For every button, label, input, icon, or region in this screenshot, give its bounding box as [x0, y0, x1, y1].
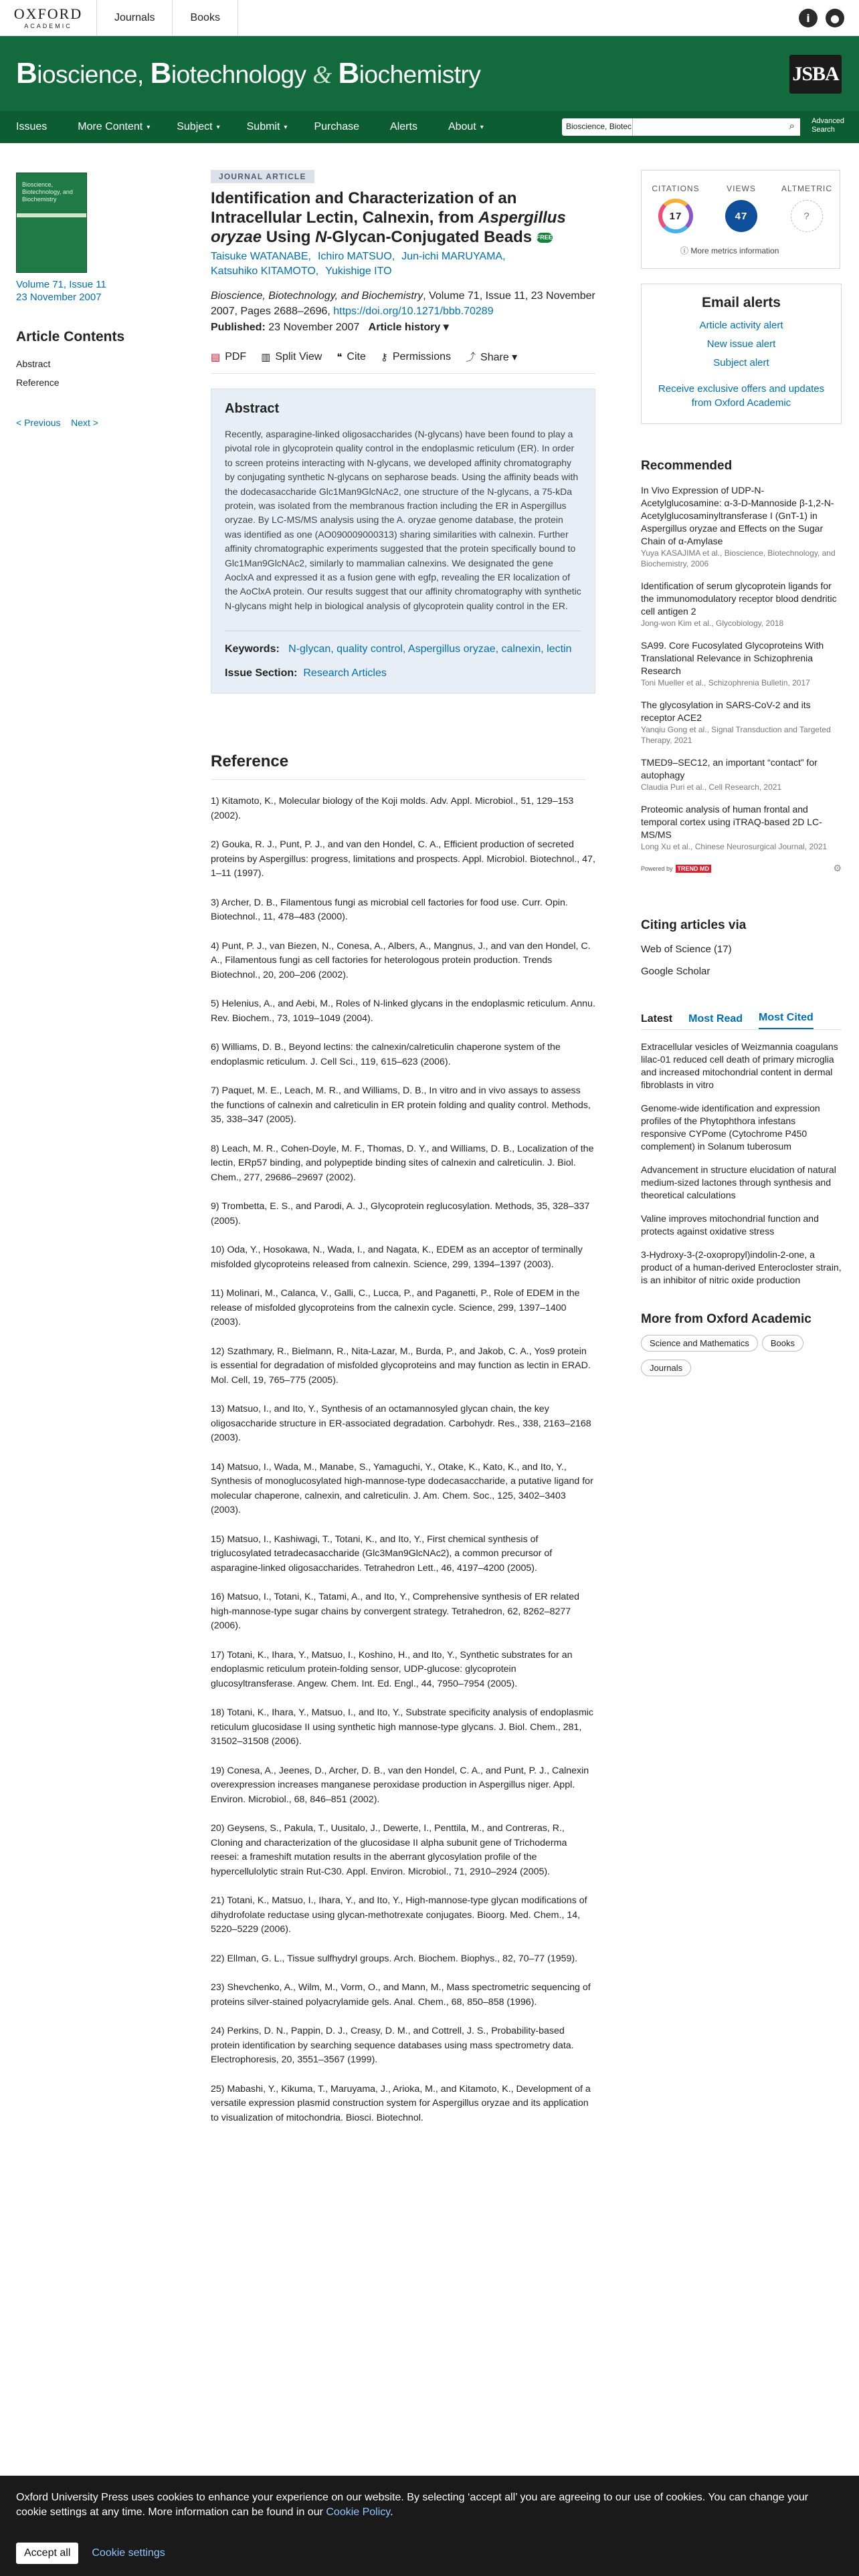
gear-icon[interactable]: ⚙	[833, 863, 842, 873]
citing-heading: Citing articles via	[641, 918, 747, 932]
nav-alerts[interactable]: Alerts	[390, 121, 417, 132]
latest-item[interactable]: Advancement in structure elucidation of natural medium-sized lactones through synthesis and theoretical calculations	[641, 1164, 836, 1200]
logo-word: OXFORD	[13, 5, 83, 22]
article-main	[211, 170, 595, 2125]
journals-link[interactable]: Journals	[96, 0, 172, 36]
pdf-button[interactable]: ▤ PDF	[211, 350, 247, 363]
cookie-text: Oxford University Press uses cookies to enhance your experience on our website. By selecting ‘accept all’ you are agreeing to our use of cookies. You can change your cookie settings at any time. More information can be found in our Cookie Policy.	[16, 2492, 809, 2518]
latest-item[interactable]: Extracellular vesicles of Weizmannia coagulans lilac-01 reduced cell death of primary microglia and increased mitochondrial content in dermal fibroblasts in vitro	[641, 1041, 838, 1090]
reference-item: 3) Archer, D. B., Filamentous fungi as microbial cell factories for food use. Curr. Opin. Biotechnol., 11, 478–483 (2000).	[211, 897, 568, 923]
key-icon: ⚷	[380, 351, 388, 363]
keyword-link[interactable]: Aspergillus oryzae,	[407, 643, 499, 655]
latest-item[interactable]: Genome-wide identification and expression profiles of the Phytophthora infestans responsive CYPome (Cytochrome P450 complement) in Solanum tuberosum	[641, 1103, 820, 1152]
issue-link[interactable]: Volume 71, Issue 11 23 November 2007	[16, 279, 106, 303]
nav-more-content[interactable]: More Content ▾	[78, 121, 151, 132]
jsba-logo: JSBA	[789, 55, 842, 94]
reference-item: 12) Szathmary, R., Bielmann, R., Nita-Lazar, M., Burda, P., and Jakob, C. A., Yos9 protein is essential for degradation of misfolded glycoproteins and may function as lectin in ERAD. Mol. Cell, 19, 765–775 (2005).	[211, 1346, 591, 1386]
chevron-down-icon: ▾	[480, 123, 484, 131]
subject-alert-link[interactable]: Subject alert	[713, 357, 769, 368]
tab-latest[interactable]: Latest	[641, 1013, 673, 1025]
reference-item: 20) Geysens, S., Pakula, T., Uusitalo, J., Dewerte, I., Penttila, M., and Contreras, R., Cloning and characterization of the glucosidase II alpha subunit gene of Trichoderma reesei: a frameshift mutation results in the aberrant glycosylation profile of the hypercellulolytic strain Rut-C30. Appl. Environ. Microbiol., 71, 2910–2924 (2005).	[211, 1823, 567, 1877]
author-list	[211, 249, 595, 279]
latest-item[interactable]: 3-Hydroxy-3-(2-oxopropyl)indolin-2-one, a product of a human-derived Enterocloster strain, is an inhibitor of nitric oxide production	[641, 1249, 842, 1285]
altmetric-metric[interactable]: ALTMETRIC ?	[777, 184, 837, 232]
article-toolbar	[211, 350, 595, 374]
reference-item: 25) Mabashi, Y., Kikuma, T., Maruyama, J., Arioka, M., and Kitamoto, K., Development of a versatile expression plasmid construction system for Aspergillus oryzae and its application to visualization of mitochondria. Biosci. Biotechnol.	[211, 2083, 591, 2123]
trendmd-logo[interactable]: TREND MD	[676, 865, 712, 873]
reference-list	[211, 794, 595, 2125]
altmetric-badge: ?	[791, 200, 823, 232]
reference-item: 6) Williams, D. B., Beyond lectins: the calnexin/calreticulin chaperone system of the endoplasmic reticulum. J. Cell Sci., 119, 615–623 (2006).	[211, 1042, 561, 1067]
share-icon: ⤴	[466, 352, 476, 363]
recommended-heading: Recommended	[641, 459, 733, 473]
reference-item: 7) Paquet, M. E., Leach, M. R., and Williams, D. B., In vitro and in vivo assays to assess the functions of calnexin and calreticulin in ER protein folding and quality control. Methods, 35, 338–347 (2005).	[211, 1085, 591, 1125]
share-button[interactable]: ⤴ Share ▾	[466, 350, 517, 364]
split-view-button[interactable]: ▥ Split View	[261, 350, 322, 363]
reference-item: 13) Matsuo, I., and Ito, Y., Synthesis of an octamannosyled glycan chain, the key oligosaccharide structure in ER-associated degradation. Carbohydr. Res., 338, 2163–2168 (2003).	[211, 1404, 591, 1444]
right-sidebar	[641, 170, 842, 1376]
abstract-heading: Abstract	[225, 401, 280, 416]
web-of-science-link[interactable]: Web of Science (17)	[641, 944, 732, 955]
reference-item: 2) Gouka, R. J., Punt, P. J., and van den Hondel, C. A., Efficient production of secreted proteins by Aspergillus: progress, limitations and prospects. Appl. Microbiol. Biotechnol., 47, 1–11 (1997).	[211, 839, 595, 879]
recommended-section	[641, 459, 842, 874]
pdf-icon: ▤	[211, 351, 221, 363]
next-link[interactable]: Next >	[71, 417, 98, 428]
cookie-policy-link[interactable]: Cookie Policy	[326, 2506, 391, 2518]
logo-sub: ACADEMIC	[24, 22, 72, 29]
author-link[interactable]: Jun-ichi MARUYAMA,	[401, 251, 506, 262]
journal-banner	[0, 36, 859, 111]
google-scholar-link[interactable]: Google Scholar	[641, 966, 710, 977]
left-sidebar	[16, 173, 136, 428]
issue-section-link[interactable]: Research Articles	[303, 667, 387, 679]
science-maths-pill[interactable]: Science and Mathematics	[641, 1335, 758, 1352]
citations-metric[interactable]: CITATIONS 17	[646, 184, 706, 233]
recommended-item[interactable]: In Vivo Expression of UDP-N-Acetylglucosamine: α-3-D-Mannoside β-1,2-N-Acetylglucosaminyltransferase I (GnT-1) in Aspergillus oryzae and Effects on the Sugar Chain of α-Amylase Yuya KASAJIMA et al., Bioscience, Biotechnology, and Biochemistry, 2006	[641, 485, 836, 568]
article-title: Identification and Characterization of an Intracellular Lectin, Calnexin, from Aspergillus oryzae Using N-Glycan-Conjugated Beads FREE	[211, 189, 566, 246]
reference-item: 24) Perkins, D. N., Pappin, D. J., Creasy, D. M., and Cottrell, J. S., Probability-based protein identification by searching sequence databases using mass spectrometry data. Electrophoresis, 20, 3551–3567 (1999).	[211, 2026, 574, 2066]
free-access-badge: FREE	[537, 233, 553, 243]
search-icon[interactable]: ⌕	[789, 120, 795, 132]
keyword-link[interactable]: N-glycan,	[288, 643, 334, 655]
reference-heading: Reference	[211, 752, 585, 780]
nav-about[interactable]: About ▾	[448, 121, 484, 132]
chevron-down-icon: ▾	[284, 123, 288, 131]
issue-cover[interactable]	[16, 173, 87, 273]
abstract-text: Recently, asparagine-linked oligosaccharides (N-glycans) have been found to play a pivotal role in glycoprotein quality control in the endoplasmic reticulum (ER). In order to screen proteins interacting with N-glycans, we developed affinity chromatography by conjugating synthetic N-glycans on sepharose beads. Using the affinity beads with the dodecasaccharide Glc1Man9GlcNAc2, one structure of the N-glycans, a 75-kDa protein, was isolated from the membranous fraction including the ER in Aspergillus oryzae. By LC-MS/MS analysis using the A. oryzae genome database, the protein was identified as one (AO090009000313) sharing similarities with calnexin. Further affinity chromatographic experiments suggested that the protein specifically bound to Glc1Man9GlcNAc2, similarly to mammalian calnexins. We designated the gene AoclxA and expressed it as a fusion gene with egfp, revealing the ER localization of the AoClxA protein. Our results suggest that our affinity chromatography with synthetic N-glycans might help in biological analysis of glycoprotein quality control in the ER.	[225, 429, 581, 611]
nav-subject[interactable]: Subject ▾	[177, 121, 220, 132]
email-alerts	[641, 284, 842, 424]
user-icon[interactable]: ●	[826, 9, 844, 27]
recommended-item[interactable]: TMED9–SEC12, an important “contact” for autophagy Claudia Puri et al., Cell Research, 2021	[641, 757, 818, 792]
info-icon: ⓘ	[680, 246, 689, 255]
chevron-down-icon: ▾	[147, 123, 151, 131]
site-header	[0, 0, 859, 36]
reference-item: 17) Totani, K., Ihara, Y., Matsuo, I., Koshino, H., and Ito, Y., Synthetic substrates for an endoplasmic reticulum protein-folding sensor, UDP-glucose: glycoprotein glucosyltransferase. Angew. Chem. Int. Ed. Engl., 44, 7950–7954 (2005).	[211, 1649, 573, 1689]
more-from-oxford-heading: More from Oxford Academic	[641, 1312, 812, 1326]
journal-nav	[0, 111, 859, 143]
keywords: Keywords: N-glycan, quality control, Aspergillus oryzae, calnexin, lectin	[225, 631, 581, 657]
latest-item[interactable]: Valine improves mitochondrial function and protects against oxidative stress	[641, 1213, 819, 1237]
offers-link[interactable]: Receive exclusive offers and updates from Oxford Academic	[658, 383, 825, 409]
prev-next	[16, 417, 136, 428]
search-input[interactable]	[633, 118, 800, 136]
recommended-item[interactable]: Identification of serum glycoprotein ligands for the immunomodulatory receptor blood dendritic cell antigen 2 Jong-won Kim et al., Glycobiology, 2018	[641, 580, 837, 628]
powered-by-trendmd: Powered by TREND MD ⚙	[641, 863, 842, 873]
reference-item: 4) Punt, P. J., van Biezen, N., Conesa, A., Albers, A., Mangnus, J., and van den Hondel, C. A., Filamentous fungi as cell factories for heterologous protein production. Trends Biotechnol., 20, 200–206 (2002).	[211, 940, 591, 980]
tab-most-read[interactable]: Most Read	[688, 1013, 743, 1025]
article-type-badge: JOURNAL ARTICLE	[211, 170, 314, 183]
reference-item: 18) Totani, K., Ihara, Y., Matsuo, I., and Ito, Y., Substrate specificity analysis of endoplasmic reticulum glucosidase II using synthetic high mannose-type glycans. J. Biol. Chem., 281, 31502–31508 (2006).	[211, 1707, 594, 1747]
cookie-settings-link[interactable]: Cookie settings	[92, 2547, 165, 2559]
reference-item: 10) Oda, Y., Hosokawa, N., Wada, I., and Nagata, K., EDEM as an acceptor of terminally misfolded glycoproteins released from calnexin. Science, 299, 1394–1397 (2003).	[211, 1245, 583, 1270]
author-link[interactable]: Taisuke WATANABE,	[211, 251, 311, 262]
reference-item: 22) Ellman, G. L., Tissue sulfhydryl groups. Arch. Biochem. Biophys., 82, 70–77 (1959).	[211, 1953, 578, 1964]
search-scope-select[interactable]: Bioscience, Biotec	[562, 118, 633, 136]
reference-item: 19) Conesa, A., Jeenes, D., Archer, D. B., van den Hondel, C. A., and Punt, P. J., Calnexin overexpression increases manganese peroxidase production in Aspergillus niger. Appl. Environ. Microbiol., 68, 846–851 (2002).	[211, 1765, 589, 1805]
reference-item: 9) Trombetta, E. S., and Parodi, A. J., Glycoprotein reglucosylation. Methods, 35, 328–337 (2005).	[211, 1201, 590, 1226]
contents-reference-link[interactable]: Reference	[16, 377, 60, 388]
reference-item: 21) Totani, K., Matsuo, I., Ihara, Y., and Ito, Y., High-mannose-type glycan modifications of dihydrofolate reductase using glycan-methotrexate conjugates. Bioorg. Med. Chem., 14, 5220–5229 (2006).	[211, 1895, 587, 1935]
cite-button[interactable]: ❝ Cite	[337, 350, 366, 363]
latest-list	[641, 1041, 842, 1287]
abstract-section	[211, 389, 595, 693]
citations-ring: 17	[658, 199, 693, 233]
recommended-item[interactable]: Proteomic analysis of human frontal and temporal cortex using iTRAQ-based 2D LC-MS/MS Long Xu et al., Chinese Neurosurgical Journal, 2021	[641, 804, 828, 851]
top-nav	[96, 0, 238, 36]
author-link[interactable]: Katsuhiko KITAMOTO,	[211, 265, 319, 277]
reference-item: 11) Molinari, M., Calanca, V., Galli, C., Lucca, P., and Paganetti, P., Role of EDEM in the release of misfolded glycoproteins from the calnexin cycle. Science, 299, 1397–1400 (2003).	[211, 1288, 580, 1328]
info-icon[interactable]: i	[799, 9, 818, 27]
published-line: Published: 23 November 2007 Article history ▾	[211, 322, 449, 333]
permissions-button[interactable]: ⚷ Permissions	[380, 350, 452, 363]
reference-item: 1) Kitamoto, K., Molecular biology of the Koji molds. Adv. Appl. Microbiol., 51, 129–153 (2002).	[211, 796, 574, 821]
issue-section: Issue Section: Research Articles	[225, 667, 387, 679]
cookie-banner	[0, 2476, 859, 2576]
citing-articles	[641, 918, 842, 977]
journal-title[interactable]: Bioscience, Biotechnology & Biochemistry	[16, 57, 481, 90]
keyword-link[interactable]: lectin	[547, 643, 572, 655]
recommended-item[interactable]: SA99. Core Fucosylated Glycoproteins With Translational Relevance in Schizophrenia Research Toni Mueller et al., Schizophrenia Bulletin, 2017	[641, 640, 824, 687]
keyword-link[interactable]: calnexin,	[501, 643, 544, 655]
cover-title: Bioscience, Biotechnology, and Biochemistry	[22, 181, 73, 203]
author-link[interactable]: Yukishige ITO	[325, 265, 392, 277]
chevron-down-icon: ▾	[216, 123, 220, 131]
latest-tabs	[641, 1012, 842, 1030]
author-link[interactable]: Ichiro MATSUO,	[317, 251, 395, 262]
reference-item: 8) Leach, M. R., Cohen-Doyle, M. F., Thomas, D. Y., and Williams, D. B., Localization of the lectin, ERp57 binding, and polypeptide binding sites of calnexin and calreticulin. J. Biol. Chem., 277, 29686–29697 (2002).	[211, 1143, 594, 1183]
views-badge: 47	[725, 200, 757, 232]
article-contents-list	[16, 354, 136, 392]
oxford-academic-logo[interactable]	[13, 5, 83, 29]
advanced-search-link[interactable]: Advanced Search	[812, 117, 844, 134]
reference-item: 16) Matsuo, I., Totani, K., Tatami, A., and Ito, Y., Comprehensive synthesis of ER related high-mannose-type sugar chains by convergent strategy. Tetrahedron, 62, 8262–8277 (2006).	[211, 1592, 579, 1632]
previous-link[interactable]: < Previous	[16, 417, 61, 428]
more-from-oxford	[641, 1312, 842, 1376]
citation-line: Bioscience, Biotechnology, and Biochemistry, Volume 71, Issue 11, 23 November 2007, Pages 2688–2696, https://doi.org/10.1271/bbb.70289	[211, 290, 595, 317]
split-view-icon: ▥	[261, 351, 271, 363]
accept-all-button[interactable]: Accept all	[16, 2543, 78, 2564]
reference-item: 14) Matsuo, I., Wada, M., Manabe, S., Yamaguchi, Y., Otake, K., Kato, K., and Ito, Y., Synthesis of monoglucosylated high-mannose-type dodecasaccharide, a putative ligand for molecular chaperone, calnexin, and calreticulin. J. Am. Chem. Soc., 125, 3402–3403 (2003).	[211, 1461, 593, 1516]
keyword-link[interactable]: quality control,	[337, 643, 406, 655]
reference-item: 23) Shevchenko, A., Wilm, M., Vorm, O., and Mann, M., Mass spectrometric sequencing of proteins silver-stained polyacrylamide gels. Anal. Chem., 68, 850–858 (1996).	[211, 1982, 591, 2008]
quote-icon: ❝	[337, 351, 343, 363]
books-pill[interactable]: Books	[762, 1335, 803, 1352]
new-issue-alert-link[interactable]: New issue alert	[706, 338, 776, 350]
article-contents-heading: Article Contents	[16, 329, 125, 344]
email-alerts-heading: Email alerts	[702, 295, 781, 310]
views-metric[interactable]: VIEWS 47	[711, 184, 771, 232]
cover-stripe	[17, 213, 86, 217]
nav-submit[interactable]: Submit ▾	[246, 121, 288, 132]
books-link[interactable]: Books	[172, 0, 237, 36]
article-activity-alert-link[interactable]: Article activity alert	[699, 320, 783, 331]
tab-most-cited[interactable]: Most Cited	[759, 1012, 814, 1029]
reference-item: 5) Helenius, A., and Aebi, M., Roles of N-linked glycans in the endoplasmic reticulum. Annu. Rev. Biochem., 73, 1019–1049 (2004).	[211, 998, 595, 1024]
recommended-item[interactable]: The glycosylation in SARS-CoV-2 and its receptor ACE2 Yanqiu Gong et al., Signal Transduction and Targeted Therapy, 2021	[641, 700, 831, 745]
article-history-toggle[interactable]: Article history ▾	[368, 322, 449, 333]
journals-pill[interactable]: Journals	[641, 1360, 691, 1376]
doi-link[interactable]: https://doi.org/10.1271/bbb.70289	[333, 306, 494, 317]
nav-purchase[interactable]: Purchase	[314, 121, 360, 132]
reference-item: 15) Matsuo, I., Kashiwagi, T., Totani, K., and Ito, Y., First chemical synthesis of triglucosylated tetradecasaccharide (Glc3Man9GlcNAc2), a common precursor of asparagine-linked oligosaccharides. Tetrahedron Lett., 46, 4197–4200 (2005).	[211, 1533, 553, 1574]
nav-issues[interactable]: Issues	[16, 121, 47, 132]
contents-abstract-link[interactable]: Abstract	[16, 358, 51, 369]
metrics-widget	[641, 170, 840, 269]
search-bar	[562, 118, 800, 136]
more-metrics-link[interactable]: ⓘ More metrics information	[680, 246, 779, 255]
